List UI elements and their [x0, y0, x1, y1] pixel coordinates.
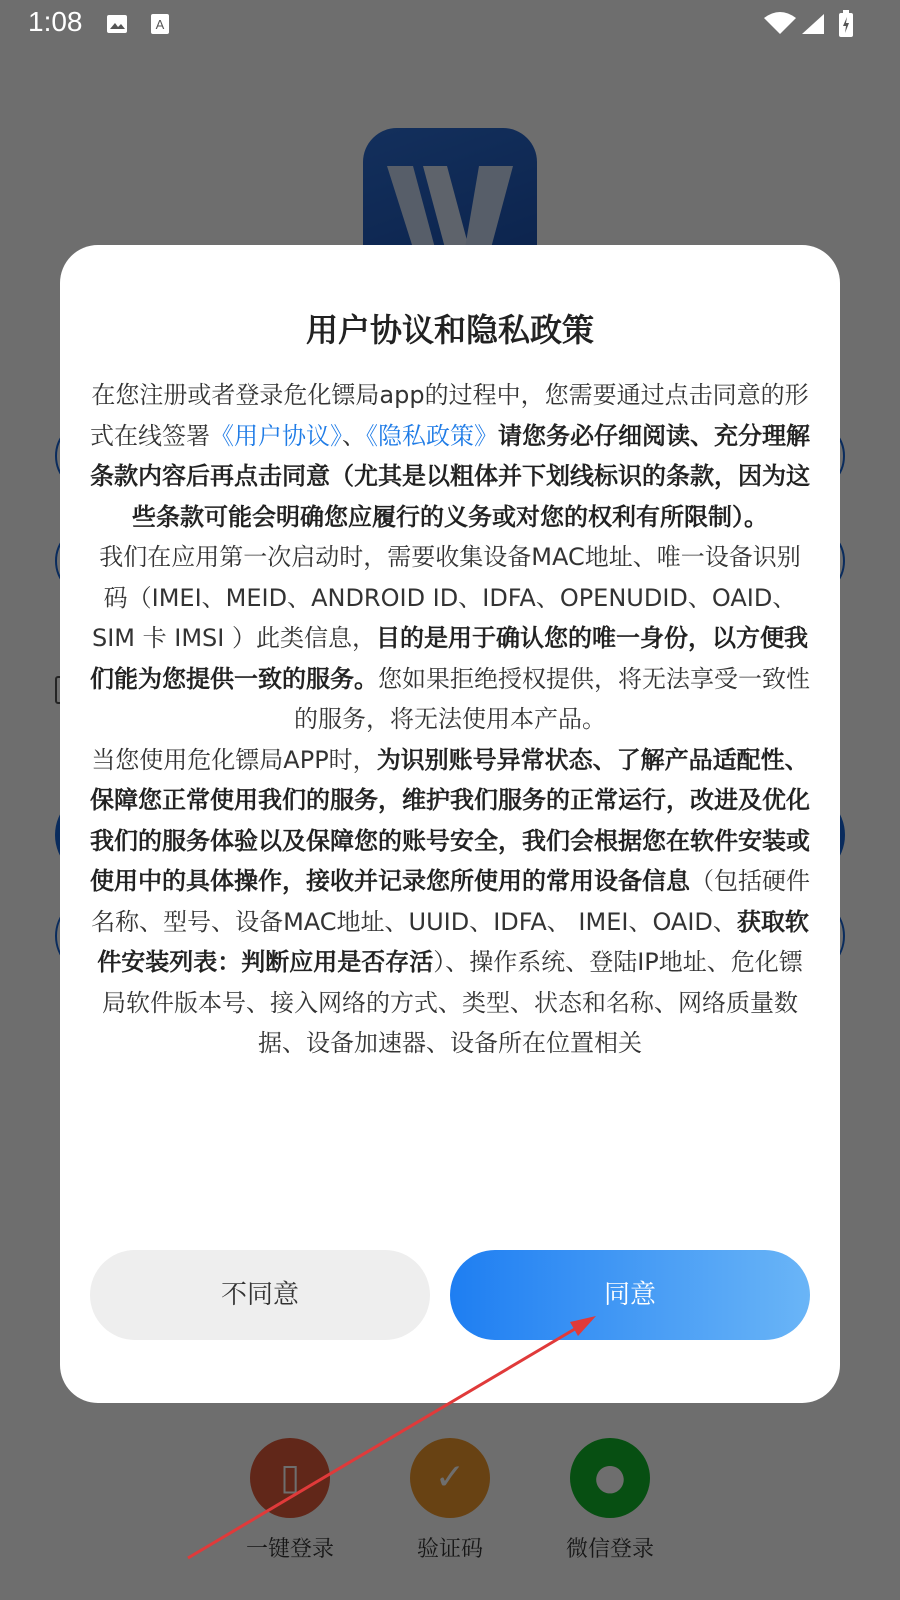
link-separator: 、 [342, 421, 366, 450]
disagree-button[interactable]: 不同意 [90, 1250, 430, 1340]
p3-text: 当您使用危化镖局APP时， [91, 745, 377, 774]
p2-bold-text: 目的是用于确认您的唯一身份，以方便我们能为您提供一致的服务。 [90, 624, 808, 693]
agreement-dialog [60, 245, 840, 1403]
p3-bold-text: 为识别账号异常状态、了解产品适配性、保障您正常使用我们的服务，维护我们服务的正常运行，改进及优化我们的服务体验以及保障您的账号安全，我们会根据您在软件安装或使用中的具体操作，接收并记录您所使用的常用设备信息 [90, 745, 810, 895]
agreement-paragraph-1 [88, 375, 812, 537]
p2-text: 我们在应用第一次启动时，需要收集设备MAC地址、唯一设备识别码（IMEI、MEID、ANDROID ID、IDFA、OPENUDID、OAID、SIM 卡 IMSI ）此类信息， [91, 543, 801, 652]
wifi-icon [763, 12, 797, 36]
agreement-paragraph-2 [88, 537, 812, 740]
user-agreement-link[interactable]: 《用户协议》 [210, 421, 342, 450]
p1-text: 在您注册或者登录危化镖局app的过程中，您需要通过点击同意的形式在线签署 [90, 381, 809, 450]
agreement-paragraph-3 [88, 740, 812, 1064]
status-time: 1:08 [28, 6, 83, 37]
text-icon [148, 12, 172, 36]
p3-bold-text-2: 获取软件安装列表：判断应用是否存活 [97, 907, 809, 976]
agreement-content[interactable] [88, 375, 812, 1185]
battery-icon [838, 10, 854, 38]
p3-text-b: （包括硬件名称、型号、设备MAC地址、UUID、IDFA、 IMEI、OAID、 [91, 867, 810, 936]
dialog-title: 用户协议和隐私政策 [305, 311, 594, 349]
p1-bold-text: 请您务必仔细阅读、充分理解条款内容后再点击同意（尤其是以粗体并下划线标识的条款，因为这些条款可能会明确您应履行的义务或对您的权利有所限制）。 [90, 421, 810, 531]
signal-icon [800, 12, 826, 36]
privacy-policy-link[interactable]: 《隐私政策》 [366, 421, 498, 450]
svg-text:A: A [155, 17, 165, 32]
status-bar [0, 0, 900, 48]
agree-button[interactable]: 同意 [450, 1250, 810, 1340]
p2-text-b: 您如果拒绝授权提供，将无法享受一致性的服务，将无法使用本产品。 [294, 664, 810, 733]
image-icon [105, 12, 129, 36]
p3-text-c: ）、操作系统、登陆IP地址、危化镖局软件版本号、接入网络的方式、类型、状态和名称、网络质量数据、设备加速器、设备所在位置相关 [102, 948, 803, 1057]
